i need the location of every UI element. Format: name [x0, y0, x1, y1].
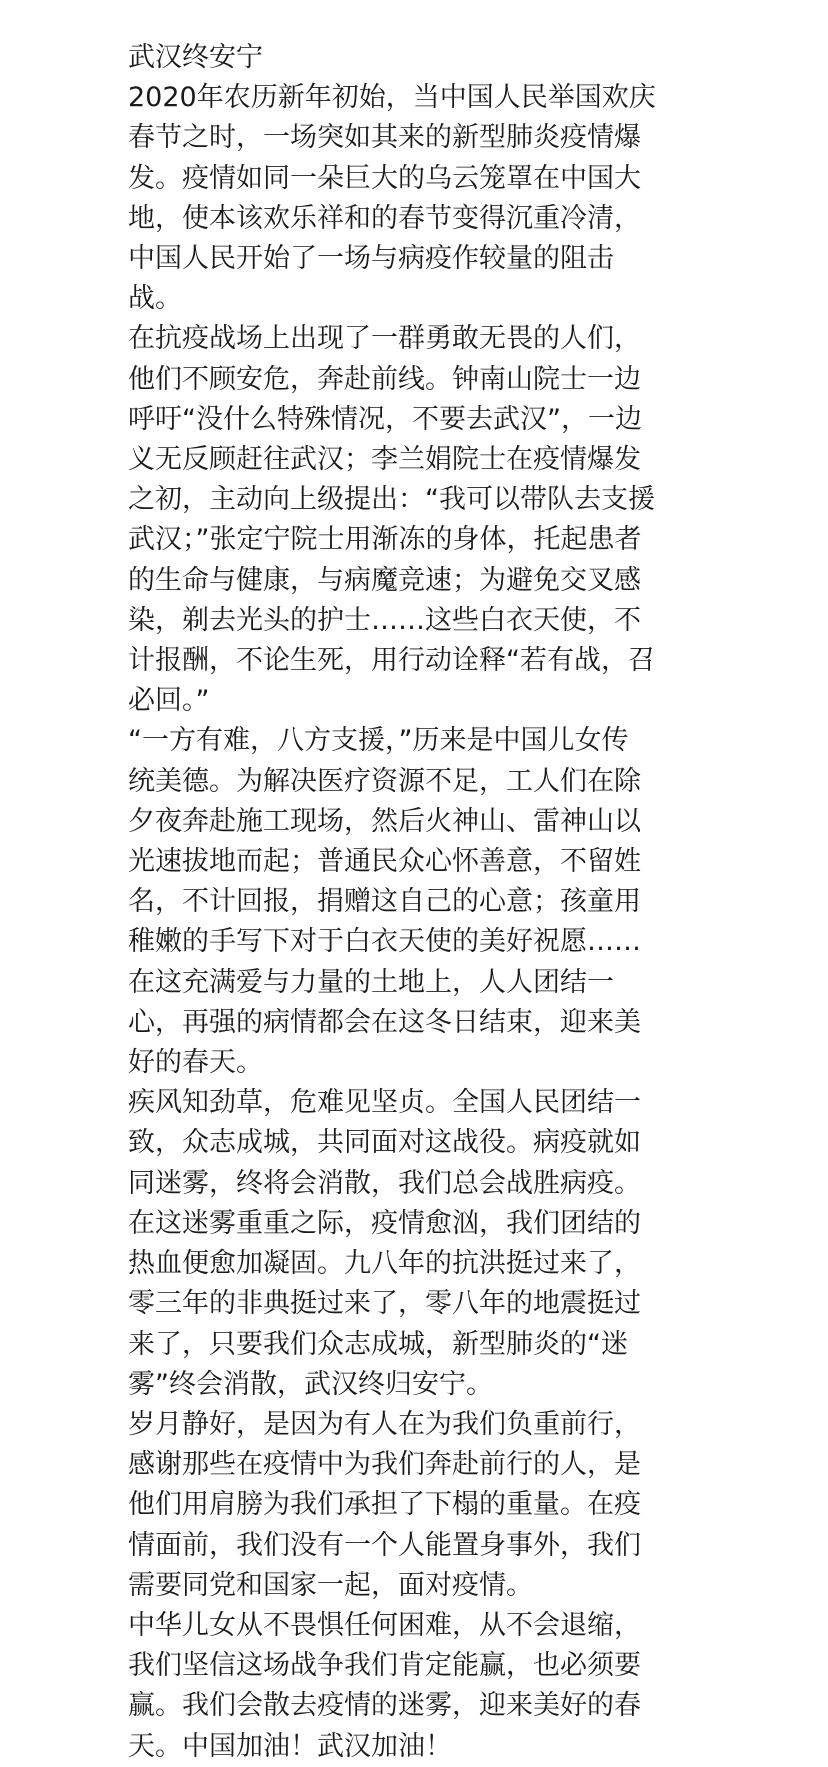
paragraph-1: 2020年农历新年初始，当中国人民举国欢庆 春节之时，一场突如其来的新型肺炎疫情爆 发。疫情如同一朵巨大的乌云笼罩在中国大 地，使本该欢乐祥和的春节变得沉重冷清， 中国人民开始了一场与病疫作较量的阻击 战。 [128, 82, 656, 315]
document-title: 武汉终安宁 [128, 42, 263, 73]
paragraph-2: 在抗疫战场上出现了一群勇敢无畏的人们， 他们不顾安危，奔赴前线。钟南山院士一边 呼吁“没什么特殊情况，不要去武汉”，一边 义无反顾赶往武汉；李兰娟院士在疫情爆发 之初，主动向上级提出：“我可以带队去支援 武汉；”张定宁院士用渐冻的身体，托起患者 的生命与健康，与病魔竞速；为避免交叉感 染，剃去光头的护士……这些白衣天使，不 计报酬，不论生死，用行动诠释“若有战，召 必回。” [128, 323, 655, 717]
paragraph-6: 中华儿女从不畏惧任何困难，从不会退缩， 我们坚信这场战争我们肯定能赢，也必须要 赢。我们会散去疫情的迷雾，迎来美好的春 天。中国加油！武汉加油！ [128, 1609, 641, 1762]
paragraph-3: “一方有难，八方支援，”历来是中国儿女传 统美德。为解决医疗资源不足，工人们在除 夕夜奔赴施工现场，然后火神山、雷神山以 光速拔地而起；普通民众心怀善意，不留姓 名，不计回报，捐赠这自己的心意；孩童用 稚嫩的手写下对于白衣天使的美好祝愿…… 在这充满爱与力量的土地上，人人团结一 心，再强的病情都会在这冬日结束，迎来美 好的春天。 [128, 725, 641, 1079]
paragraph-5: 岁月静好，是因为有人在为我们负重前行， 感谢那些在疫情中为我们奔赴前行的人，是 他们用肩膀为我们承担了下榻的重量。在疫 情面前，我们没有一个人能置身事外，我们 需要同党和国家一起，面对疫情。 [128, 1408, 641, 1601]
paragraph-4: 疾风知劲草，危难见坚贞。全国人民团结一 致，众志成城，共同面对这战役。病疫就如 同迷雾，终将会消散，我们总会战胜病疫。 在这迷雾重重之际，疫情愈汹，我们团结的 热血便愈加凝固。九八年的抗洪挺过来了， 零三年的非典挺过来了，零八年的地震挺过 来了，只要我们众志成城，新型肺炎的“迷 雾”终会消散，武汉终归安宁。 [128, 1087, 641, 1400]
document-body [128, 38, 720, 1767]
